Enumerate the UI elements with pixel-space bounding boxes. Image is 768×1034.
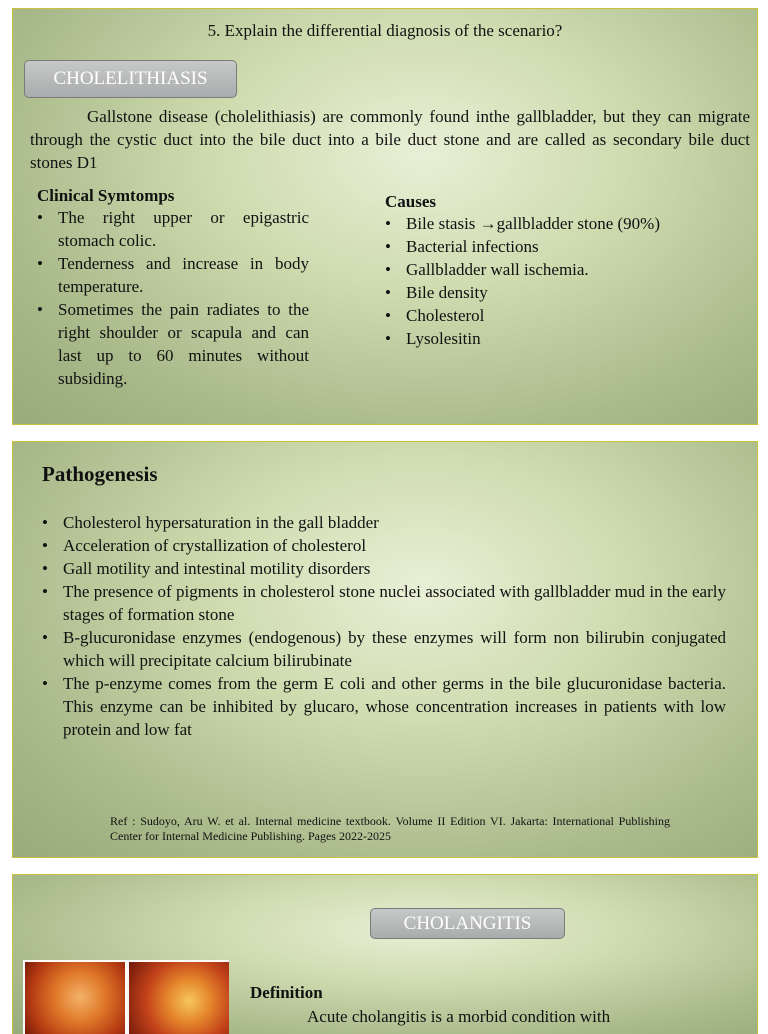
endoscopy-image-left [25,962,125,1034]
list-item: • Bile density [385,281,725,304]
list-item: • Tenderness and increase in body temperature. [37,252,309,298]
causes-list [385,212,725,350]
section-label-cholelithiasis: CHOLELITHIASIS [24,60,237,98]
list-item: • Sometimes the pain radiates to the right shoulder or scapula and can last up to 60 minutes without subsiding. [37,298,309,390]
endoscopy-image-right [129,962,229,1034]
slide-cholangitis [12,874,758,1034]
slide-cholelithiasis [12,8,758,425]
list-item: • Acceleration of crystallization of cholesterol [42,534,726,557]
reference-citation: Ref : Sudoyo, Aru W. et al. Internal medicine textbook. Volume II Edition VI. Jakarta: International Publishing Center for Internal Medicine Publishing. Pages 2022-2025 [110,814,670,843]
causes-title: Causes [385,192,437,211]
list-item: • The p-enzyme comes from the germ E coli and other germs in the bile glucuronidase bacteria. This enzyme can be inhibited by glucaro, whose concentration increases in patients with low protein and low fat [42,672,726,741]
symptoms-list [37,206,309,390]
pathogenesis-list [42,511,726,741]
list-item: • The presence of pigments in cholesterol stone nuclei associated with gallbladder mud in the early stages of formation stone [42,580,726,626]
symptoms-title: Clinical Symtomps [37,186,175,205]
causes-column [385,192,725,350]
intro-paragraph: Gallstone disease (cholelithiasis) are commonly found inthe gallbladder, but they can migrate through the cystic duct into the bile duct into a bile duct stone and are called as secondary bile duct stones D1 [30,107,750,172]
list-item: • The right upper or epigastric stomach colic. [37,206,309,252]
list-item: • Bacterial infections [385,235,725,258]
list-item: • B-glucuronidase enzymes (endogenous) by these enzymes will form non bilirubin conjugated which will precipitate calcium bilirubinate [42,626,726,672]
definition-text: Acute cholangitis is a morbid condition with [307,1007,611,1026]
pathogenesis-title: Pathogenesis [42,462,158,486]
section-label-cholangitis: CHOLANGITIS [370,908,565,939]
list-item: • Cholesterol [385,304,725,327]
list-item: • Gall motility and intestinal motility disorders [42,557,726,580]
endoscopy-photo [23,960,229,1034]
list-item: • Bile stasis →gallbladder stone (90%) [385,212,725,235]
slide-pathogenesis [12,441,758,858]
definition-title: Definition [250,983,323,1002]
list-item: • Cholesterol hypersaturation in the gall bladder [42,511,726,534]
list-item: • Gallbladder wall ischemia. [385,258,725,281]
clinical-symptoms-column [37,186,309,390]
list-item: • Lysolesitin [385,327,725,350]
question-heading: 5. Explain the differential diagnosis of the scenario? [207,21,563,40]
